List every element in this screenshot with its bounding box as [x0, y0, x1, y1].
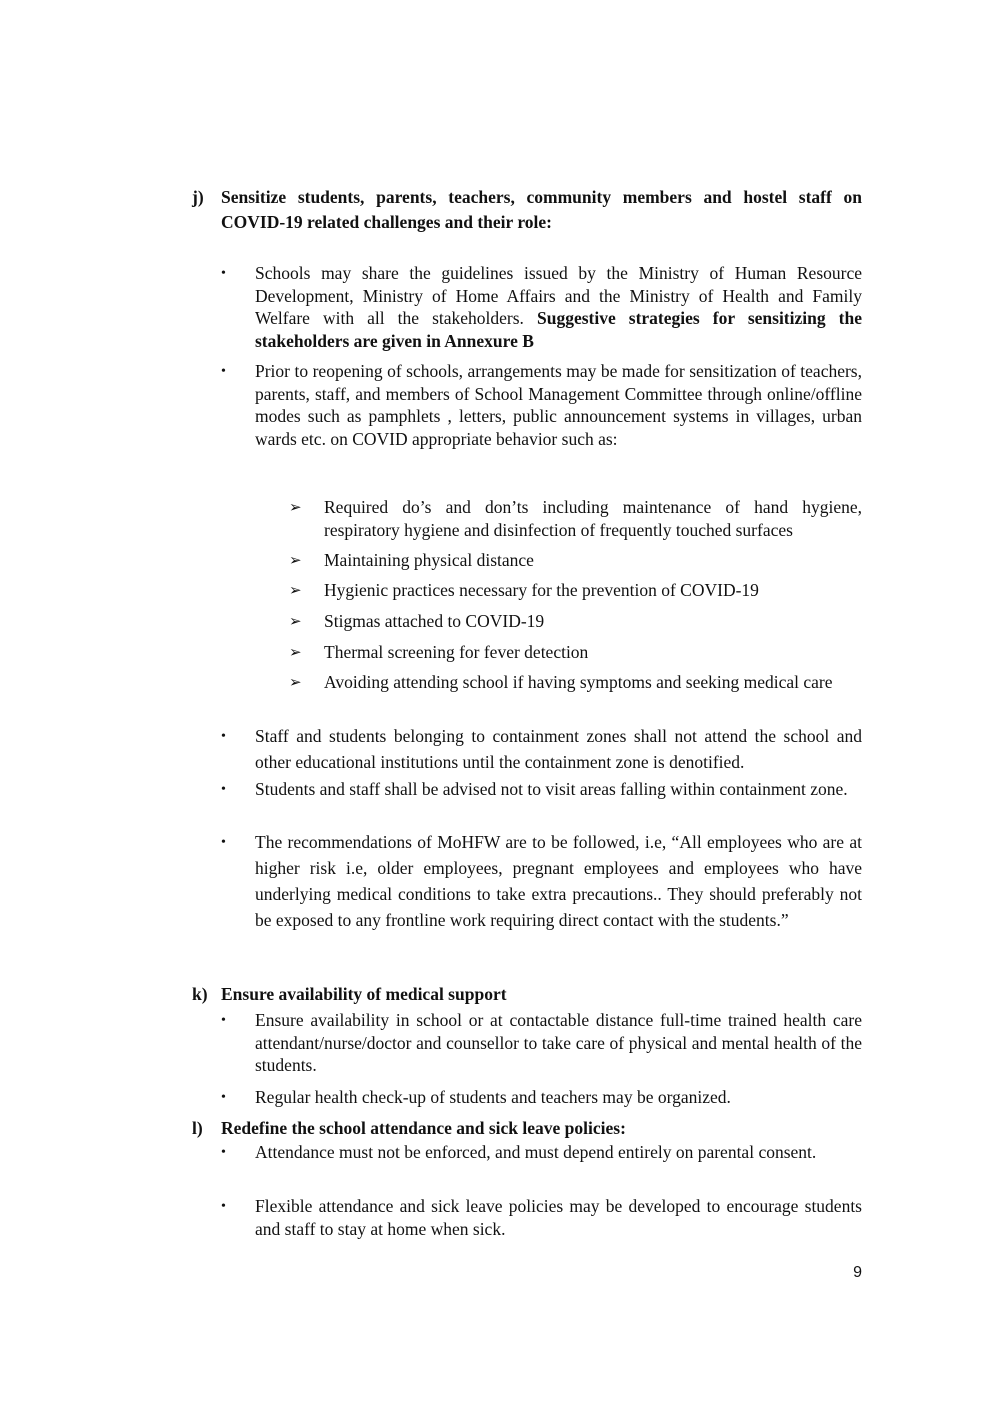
arrow-bullet-icon: ➢ [289, 551, 302, 569]
bullet-icon: • [221, 266, 226, 281]
list-item-text: Attendance must not be enforced, and must depend entirely on parental consent. [255, 1142, 817, 1162]
sub-list-item-text: Hygienic practices necessary for the prevention of COVID-19 [324, 580, 759, 600]
section-l-heading [192, 1116, 862, 1141]
arrow-bullet-icon: ➢ [289, 498, 302, 516]
list-item-text: Flexible attendance and sick leave policies may be developed to encourage students and staff to stay at home when sick. [255, 1196, 862, 1239]
sub-list-item-text: Required do’s and don’ts including maintenance of hand hygiene, respiratory hygiene and disinfection of frequently touched surfaces [324, 497, 862, 540]
list-item-body: Schools may share the guidelines issued by the Ministry of Human Resource Development, Ministry of Home Affairs and the Ministry of Health and Family Welfare with all the stakeholders. [255, 263, 862, 328]
section-j-heading [192, 185, 862, 235]
sub-list-item-text: Thermal screening for fever detection [324, 642, 589, 662]
arrow-bullet-icon: ➢ [289, 673, 302, 691]
section-title: Sensitize students, parents, teachers, community members and hostel staff on COVID-19 related challenges and their role: [221, 187, 862, 232]
section-k [192, 982, 862, 1007]
list-item [221, 1141, 862, 1165]
list-item [221, 1009, 862, 1077]
list-item-text [255, 262, 862, 352]
bullet-icon: • [221, 364, 226, 379]
section-title: Ensure availability of medical support [221, 984, 507, 1004]
list-item-text: The recommendations of MoHFW are to be followed, i.e, “All employees who are at higher risk i.e, older employees, pregnant employees and employees who have underlying medical conditions to take extra precautions.. They should preferably not be exposed to any frontline work requiring direct contact with the students.” [255, 832, 862, 930]
section-l [192, 1116, 862, 1141]
sub-list-item-text: Maintaining physical distance [324, 550, 534, 570]
section-title: Redefine the school attendance and sick leave policies: [221, 1118, 626, 1138]
list-item [221, 1086, 862, 1110]
list-item-text: Students and staff shall be advised not to visit areas falling within containment zone. [255, 779, 848, 799]
list-item [221, 776, 862, 803]
list-item [221, 262, 862, 352]
annexure-reference: Suggestive strategies for sensitizing the stakeholders are given in Annexure B [255, 308, 862, 351]
bullet-icon: • [221, 1145, 226, 1160]
section-j [192, 185, 862, 235]
list-item-text: Ensure availability in school or at contactable distance full-time trained health care attendant/nurse/doctor and counsellor to take care of physical and mental health of the students. [255, 1010, 862, 1075]
section-letter: l) [192, 1118, 203, 1138]
list-item-text: Regular health check-up of students and teachers may be organized. [255, 1087, 731, 1107]
section-letter: j) [192, 187, 204, 207]
list-item-text: Staff and students belonging to containment zones shall not attend the school and other educational institutions until the containment zone is denotified. [255, 726, 862, 772]
bullet-icon: • [221, 1090, 226, 1105]
bullet-icon: • [221, 729, 226, 744]
sub-list-item-text: Avoiding attending school if having symptoms and seeking medical care [324, 672, 833, 692]
list-item [221, 829, 862, 933]
sub-list-item [289, 671, 862, 694]
list-item-text: Prior to reopening of schools, arrangements may be made for sensitization of teachers, parents, staff, and members of School Management Committee through online/offline modes such as pamphlets , letters, public announcement systems in villages, urban wards etc. on COVID appropriate behavior such as: [255, 361, 862, 449]
list-item [221, 360, 862, 450]
section-k-heading [192, 982, 862, 1007]
sub-list-item [289, 549, 862, 572]
section-letter: k) [192, 984, 208, 1004]
sub-list-item [289, 496, 862, 541]
list-item [221, 1195, 862, 1240]
sub-list-item-text: Stigmas attached to COVID-19 [324, 611, 545, 631]
page-number: 9 [853, 1264, 862, 1281]
bullet-icon: • [221, 835, 226, 850]
sub-list-item [289, 610, 862, 633]
sub-list-item [289, 579, 862, 602]
arrow-bullet-icon: ➢ [289, 643, 302, 661]
list-item [221, 723, 862, 775]
bullet-icon: • [221, 782, 226, 797]
arrow-bullet-icon: ➢ [289, 581, 302, 599]
bullet-icon: • [221, 1199, 226, 1214]
arrow-bullet-icon: ➢ [289, 612, 302, 630]
sub-list-item [289, 641, 862, 664]
bullet-icon: • [221, 1013, 226, 1028]
